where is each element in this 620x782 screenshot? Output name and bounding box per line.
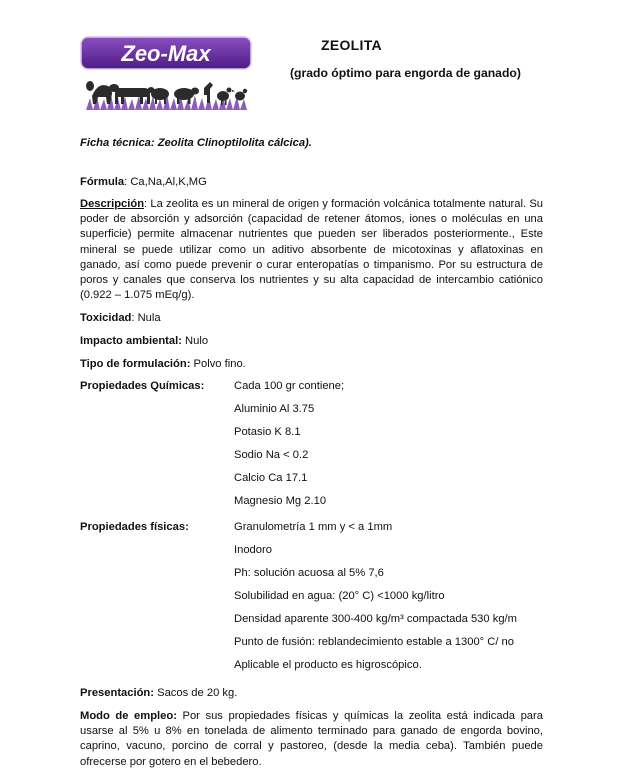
modo-paragraph [80,709,543,770]
tipo-value: Polvo fino. [190,358,246,370]
quimicas-item: Sodio Na < 0.2 [234,449,309,461]
fisicas-item: Densidad aparente 300-400 kg/m³ compactada 530 kg/m [234,613,517,625]
quimicas-list [234,380,344,518]
descripcion-text: : La zeolita es un mineral de origen y formación volcánica totalmente natural. Su poder de absorción y adsorción (capacidad de retener átomos, iones o moléculas en una superficie) permite almacenar nutrientes que pueden ser liberados posteriormente., Este mineral se puede utilizar como un aditivo absorbente de micotoxinas y aflatoxinas en ganado, así como puede prevenir o curar enteropatías o timpanismo. Por su estructura de poros y canales que conserva los nutrientes y su alta capacidad de intercambio catiónico (0.922 – 1.075 mEq/g). [80,198,543,302]
presentacion-label: Presentación: [80,687,154,699]
fisicas-list [234,521,517,682]
modo-label: Modo de empleo: [80,710,177,722]
fisicas-item: Inodoro [234,544,272,556]
quimicas-item: Cada 100 gr contiene; [234,380,345,392]
fisicas-item: Granulometría 1 mm y < a 1mm [234,521,393,533]
quimicas-item: Magnesio Mg 2.10 [234,495,327,507]
descripcion-label: Descripción [80,198,145,210]
tipo-label: Tipo de formulación: [80,358,191,370]
quimicas-label: Propiedades Químicas: [80,380,205,392]
logo-text: Zeo-Max [121,41,211,66]
zeo-max-logo [80,36,252,112]
document-subtitle: (grado óptimo para engorda de ganado) [290,66,521,80]
impacto-label: Impacto ambiental: [80,335,182,347]
formula-line [80,175,543,190]
quimicas-item: Calcio Ca 17.1 [234,472,308,484]
document-title: ZEOLITA [321,37,382,53]
presentacion-line [80,686,543,701]
toxicidad-label: Toxicidad [80,312,132,324]
quimicas-item: Aluminio Al 3.75 [234,403,315,415]
fisicas-item: Punto de fusión: reblandecimiento estable a 1300° C/ no [234,636,514,648]
descripcion-paragraph [80,197,543,303]
toxicidad-value: : Nula [131,312,161,324]
formula-value: : Ca,Na,Al,K,MG [124,176,207,188]
fisicas-item: Ph: solución acuosa al 5% 7,6 [234,567,384,579]
tipo-line [80,357,543,372]
presentacion-value: Sacos de 20 kg. [154,687,238,699]
fisicas-item: Solubilidad en agua: (20° C) <1000 kg/litro [234,590,445,602]
ficha-tecnica: Ficha técnica: Zeolita Clinoptilolita cálcica). [80,137,312,149]
quimicas-item: Potasio K 8.1 [234,426,301,438]
fisicas-item: Aplicable el producto es higroscópico. [234,659,422,671]
modo-text: Por sus propiedades físicas y químicas la zeolita está indicada para usarse al 5% u 8% en tonelada de alimento terminado para ganado de engorda bovino, caprino, vacuno, porcino de corral y pastoreo, (desde la media ceba). También puede ofrecerse por gotero en el bebedero. [80,710,543,768]
impacto-value: Nulo [181,335,209,347]
impacto-line [80,334,543,349]
formula-label: Fórmula [80,176,125,188]
toxicidad-line [80,311,543,326]
fisicas-label: Propiedades físicas: [80,521,189,533]
